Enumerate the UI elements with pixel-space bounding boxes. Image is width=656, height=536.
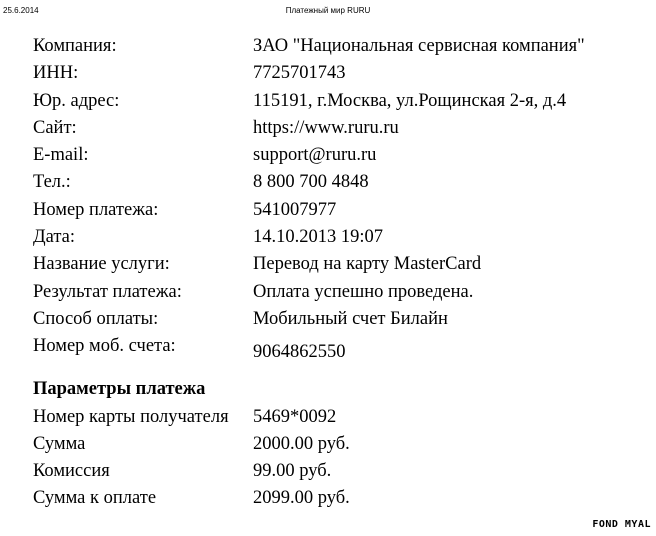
date-value: 14.10.2013 19:07 [253,227,384,248]
print-date: 25.6.2014 [3,6,39,15]
row-company [33,33,653,60]
row-payment-number [33,197,653,224]
row-recipient-card [33,404,653,431]
amount-value: 2000.00 руб. [253,433,350,454]
legal-address-value: 115191, г.Москва, ул.Рощинская 2-я, д.4 [253,90,567,111]
company-label: Компания: [33,36,117,56]
email-value: support@ruru.ru [253,145,377,166]
website-label: Сайт: [33,117,77,138]
mobile-account-label: Номер моб. счета: [33,336,176,357]
row-service-name [33,251,653,278]
watermark-text: FOND MYAL [592,519,651,530]
payment-method-label: Способ оплаты: [33,308,159,329]
row-payment-method [33,306,653,333]
recipient-card-value: 5469*0092 [253,406,337,427]
service-name-value: Перевод на карту MasterCard [253,254,482,275]
total-label: Сумма к оплате [33,488,157,509]
date-label: Дата: [33,227,76,248]
legal-address-label: Юр. адрес: [33,90,120,111]
inn-value: 7725701743 [253,63,346,84]
row-payment-result [33,279,653,306]
commission-label: Комиссия [33,461,110,482]
row-amount [33,431,653,458]
section-spacer [33,366,653,376]
row-email [33,142,653,169]
commission-value: 99.00 руб. [253,461,332,482]
row-date [33,224,653,251]
row-phone [33,169,653,196]
company-value: ЗАО "Национальная сервисная компания" [253,36,585,56]
payment-receipt [33,33,653,513]
payment-result-value: Оплата успешно проведена. [253,281,474,302]
phone-value: 8 800 700 4848 [253,172,369,193]
row-total [33,485,653,512]
row-website [33,115,653,142]
row-mobile-account [33,333,653,366]
row-legal-address [33,88,653,115]
mobile-account-value: 9064862550 [253,342,346,363]
website-value: https://www.ruru.ru [253,117,399,138]
payment-method-value: Мобильный счет Билайн [253,308,448,329]
email-label: E-mail: [33,145,89,166]
service-name-label: Название услуги: [33,254,170,275]
row-commission [33,458,653,485]
page-title: Платежный мир RURU [285,6,371,15]
amount-label: Сумма [33,433,86,454]
page-header [0,0,656,20]
recipient-card-label: Номер карты получателя [33,406,229,427]
payment-number-value: 541007977 [253,199,337,220]
parameters-title: Параметры платежа [33,379,206,400]
row-inn [33,60,653,87]
phone-label: Тел.: [33,172,71,193]
total-value: 2099.00 руб. [253,488,350,509]
inn-label: ИНН: [33,63,79,84]
payment-result-label: Результат платежа: [33,281,182,302]
payment-number-label: Номер платежа: [33,199,159,220]
